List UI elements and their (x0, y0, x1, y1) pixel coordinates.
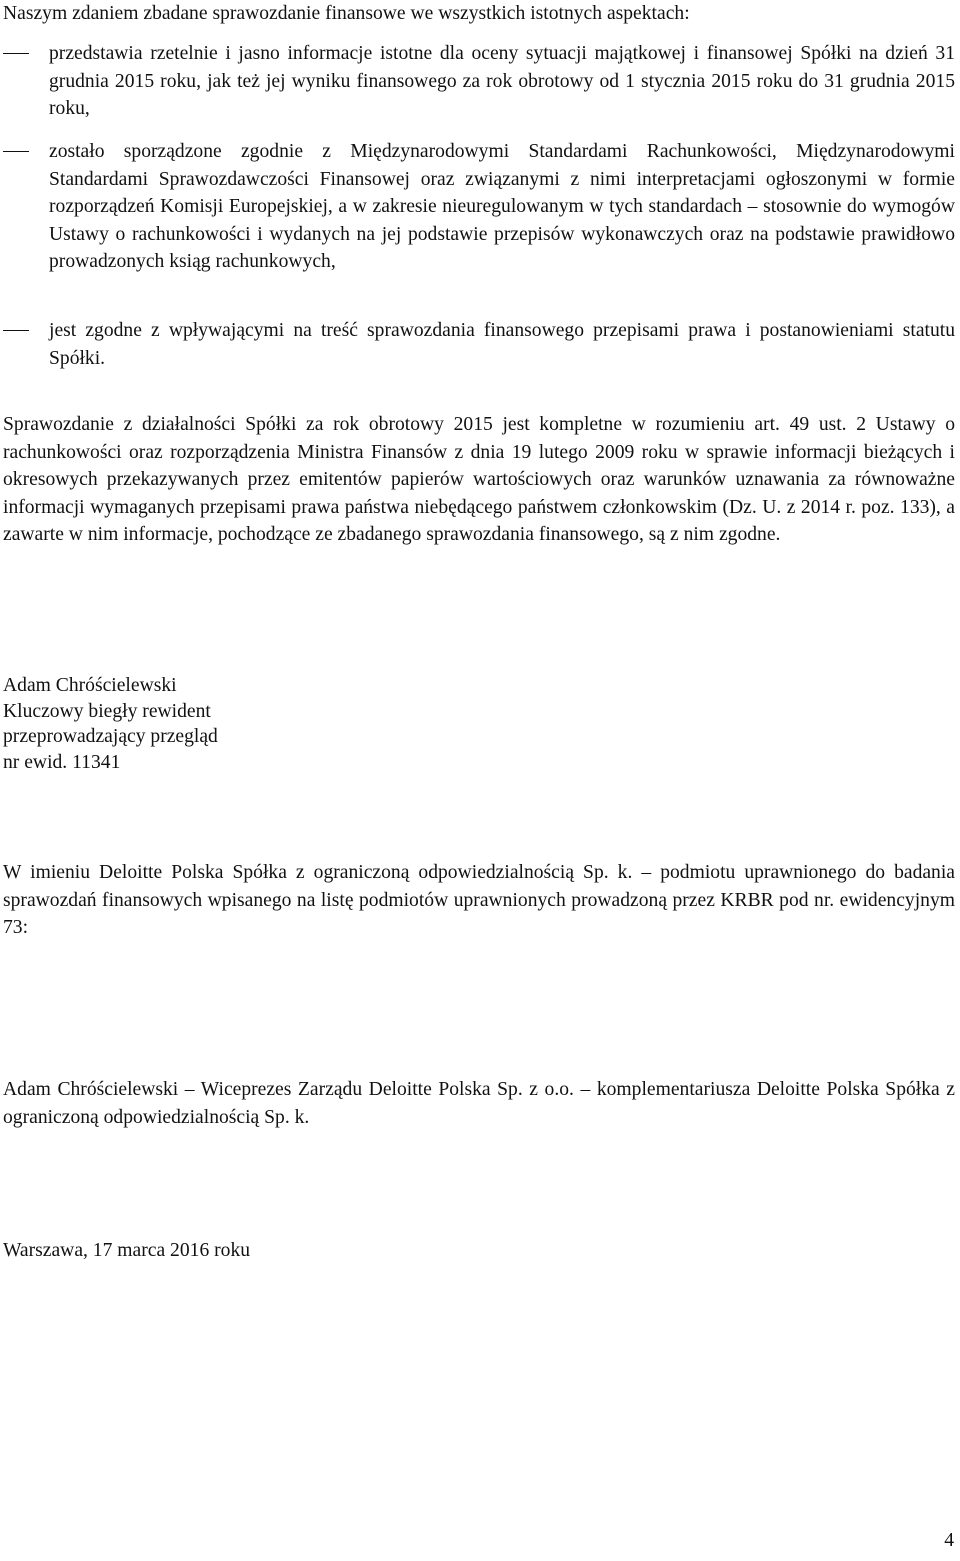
auditor-role-detail: przeprowadzający przegląd (3, 726, 218, 747)
list-item-text: zostało sporządzone zgodnie z Międzynarodowymi Standardami Rachunkowości, Międzynarodowymi Standardami Sprawozdawczości Finansowej oraz związanymi z nimi interpretacjami ogłoszonymi w formie rozporządzeń Komisji Europejskiej, a w zakresie nieuregulowanym w tych standardach – stosownie do wymogów Ustawy o rachunkowości i wydanych na jej podstawie przepisów wykonawczych oraz na podstawie prawidłowo prowadzonych ksiąg rachunkowych, (49, 141, 955, 272)
auditor-name: Adam Chróścielewski (3, 675, 177, 696)
auditor-signature (3, 673, 955, 775)
signatory-paragraph: Adam Chróścielewski – Wiceprezes Zarządu Deloitte Polska Sp. z o.o. – komplementariusza Deloitte Polska Spółka z ograniczoną odpowiedzialnością Sp. k. (3, 1079, 955, 1128)
firm-paragraph: W imieniu Deloitte Polska Spółka z ograniczoną odpowiedzialnością Sp. k. – podmiotu uprawnionego do badania sprawozdań finansowych wpisanego na listę podmiotów uprawnionych prowadzoną przez KRBR pod nr. ewidencyjnym 73: (3, 862, 955, 938)
place-date: Warszawa, 17 marca 2016 roku (3, 1240, 251, 1261)
page-number: 4 (944, 1530, 954, 1551)
report-paragraph: Sprawozdanie z działalności Spółki za rok obrotowy 2015 jest kompletne w rozumieniu art. 49 ust. 2 Ustawy o rachunkowości oraz rozporządzenia Ministra Finansów z dnia 19 lutego 2009 roku w sprawie informacji bieżących i okresowych przekazywanych przez emitentów papierów wartościowych oraz warunków uznawania za równoważne informacji wymaganych przepisami prawa państwa niebędącego państwem członkowskim (Dz. U. z 2014 r. poz. 133), a zawarte w nim informacje, pochodzące ze zbadanego sprawozdania finansowego, są z nim zgodne. (3, 414, 955, 545)
list-item (3, 40, 955, 123)
list-item-text: jest zgodne z wpływającymi na treść sprawozdania finansowego przepisami prawa i postanowieniami statutu Spółki. (49, 320, 955, 369)
list-item-text: przedstawia rzetelnie i jasno informacje istotne dla oceny sytuacji majątkowej i finansowej Spółki na dzień 31 grudnia 2015 roku, jak też jej wyniku finansowego za rok obrotowy od 1 stycznia 2015 roku do 31 grudnia 2015 roku, (49, 43, 955, 119)
auditor-role: Kluczowy biegły rewident (3, 700, 211, 722)
auditor-registration: nr ewid. 11341 (3, 751, 121, 773)
intro-text: Naszym zdaniem zbadane sprawozdanie finansowe we wszystkich istotnych aspektach: (3, 3, 690, 24)
list-item (3, 317, 955, 372)
list-item (3, 138, 955, 276)
